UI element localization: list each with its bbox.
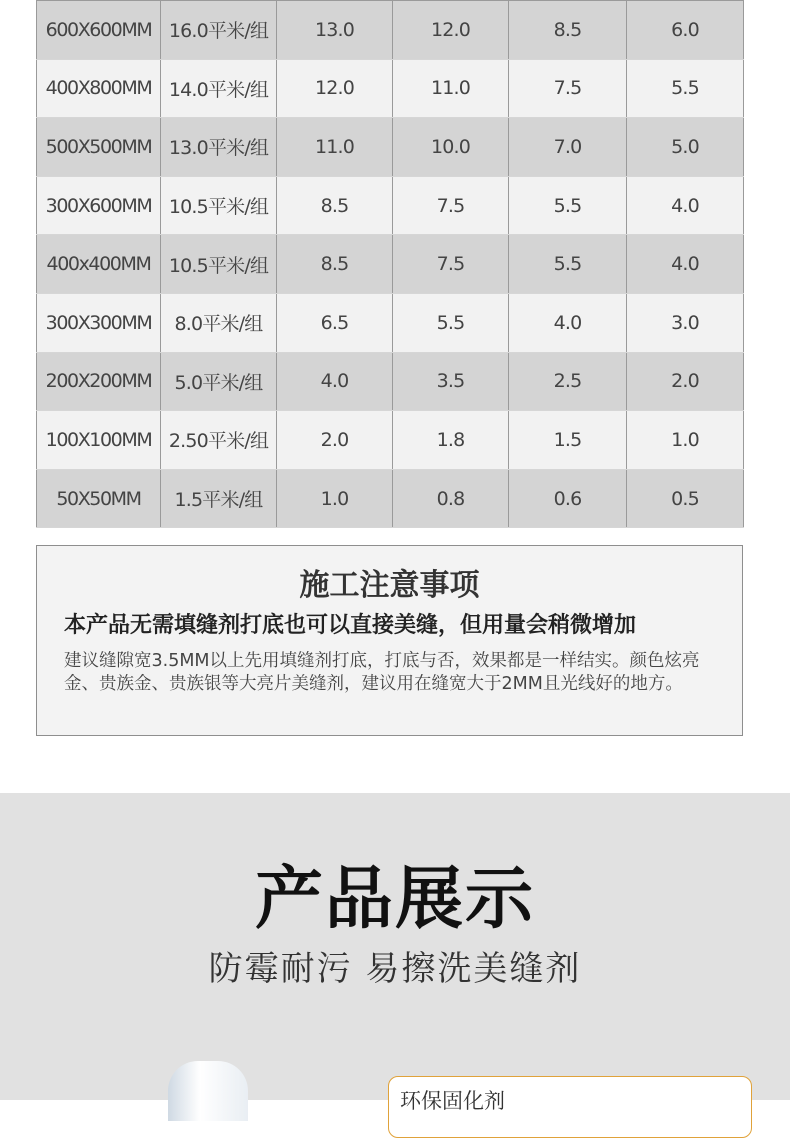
table-cell: 300X600MM — [37, 176, 161, 235]
product-label-text: 环保固化剂 — [400, 1089, 505, 1113]
table-cell: 6.5 — [277, 293, 393, 352]
table-cell: 4.0 — [627, 235, 744, 294]
table-cell: 1.0 — [627, 411, 744, 470]
table-cell: 5.0平米/组 — [161, 352, 277, 411]
table-cell: 5.0 — [627, 118, 744, 177]
table-cell: 7.5 — [393, 176, 509, 235]
table-cell: 1.5平米/组 — [161, 469, 277, 528]
product-bottle-image — [168, 1061, 248, 1121]
table-cell: 5.5 — [509, 235, 627, 294]
table-row — [37, 176, 744, 235]
table-cell: 5.5 — [627, 59, 744, 118]
table-cell: 100X100MM — [37, 411, 161, 470]
table-cell: 10.5平米/组 — [161, 176, 277, 235]
table-cell: 2.0 — [277, 411, 393, 470]
table-cell: 600X600MM — [37, 1, 161, 60]
table-cell: 7.5 — [509, 59, 627, 118]
table-cell: 0.8 — [393, 469, 509, 528]
notice-body: 建议缝隙宽3.5MM以上先用填缝剂打底，打底与否，效果都是一样结实。颜色炫亮金、贵族金、贵族银等大亮片美缝剂，建议用在缝宽大于2MM且光线好的地方。 — [64, 651, 700, 694]
table-cell: 300X300MM — [37, 293, 161, 352]
notice-subtitle: 本产品无需填缝剂打底也可以直接美缝，但用量会稍微增加 — [64, 613, 637, 638]
product-label-card — [388, 1076, 752, 1138]
table-cell: 5.5 — [393, 293, 509, 352]
table-cell: 2.5 — [509, 352, 627, 411]
table-cell: 10.0 — [393, 118, 509, 177]
table-row — [37, 469, 744, 528]
table-cell: 8.0平米/组 — [161, 293, 277, 352]
table-cell: 16.0平米/组 — [161, 1, 277, 60]
table-cell: 0.6 — [509, 469, 627, 528]
table-row — [37, 411, 744, 470]
table-cell: 8.5 — [277, 176, 393, 235]
table-row — [37, 235, 744, 294]
coverage-spec-table — [36, 0, 744, 528]
product-section-title: 产品展示 — [254, 860, 535, 939]
table-cell: 4.0 — [627, 176, 744, 235]
table-cell: 11.0 — [393, 59, 509, 118]
table-row — [37, 118, 744, 177]
table-row — [37, 352, 744, 411]
table-cell: 200X200MM — [37, 352, 161, 411]
spec-table-body — [37, 1, 744, 528]
table-cell: 13.0 — [277, 1, 393, 60]
table-cell: 12.0 — [277, 59, 393, 118]
table-cell: 4.0 — [277, 352, 393, 411]
table-cell: 3.0 — [627, 293, 744, 352]
table-cell: 12.0 — [393, 1, 509, 60]
table-cell: 10.5平米/组 — [161, 235, 277, 294]
table-cell: 0.5 — [627, 469, 744, 528]
table-cell: 500X500MM — [37, 118, 161, 177]
table-cell: 13.0平米/组 — [161, 118, 277, 177]
table-cell: 1.8 — [393, 411, 509, 470]
table-row — [37, 59, 744, 118]
table-cell: 2.0 — [627, 352, 744, 411]
table-cell: 3.5 — [393, 352, 509, 411]
table-cell: 8.5 — [277, 235, 393, 294]
table-cell: 8.5 — [509, 1, 627, 60]
product-section-subtitle: 防霉耐污 易擦洗美缝剂 — [208, 949, 582, 989]
notice-title: 施工注意事项 — [299, 568, 480, 603]
table-cell: 1.0 — [277, 469, 393, 528]
table-cell: 14.0平米/组 — [161, 59, 277, 118]
table-cell: 1.5 — [509, 411, 627, 470]
construction-notice-box — [36, 545, 743, 736]
table-row — [37, 1, 744, 60]
product-showcase-section — [0, 793, 790, 1113]
table-cell: 11.0 — [277, 118, 393, 177]
table-cell: 400X800MM — [37, 59, 161, 118]
table-cell: 6.0 — [627, 1, 744, 60]
table-row — [37, 293, 744, 352]
table-cell: 7.0 — [509, 118, 627, 177]
table-cell: 2.50平米/组 — [161, 411, 277, 470]
table-cell: 4.0 — [509, 293, 627, 352]
table-cell: 50X50MM — [37, 469, 161, 528]
table-cell: 400x400MM — [37, 235, 161, 294]
table-cell: 5.5 — [509, 176, 627, 235]
table-cell: 7.5 — [393, 235, 509, 294]
